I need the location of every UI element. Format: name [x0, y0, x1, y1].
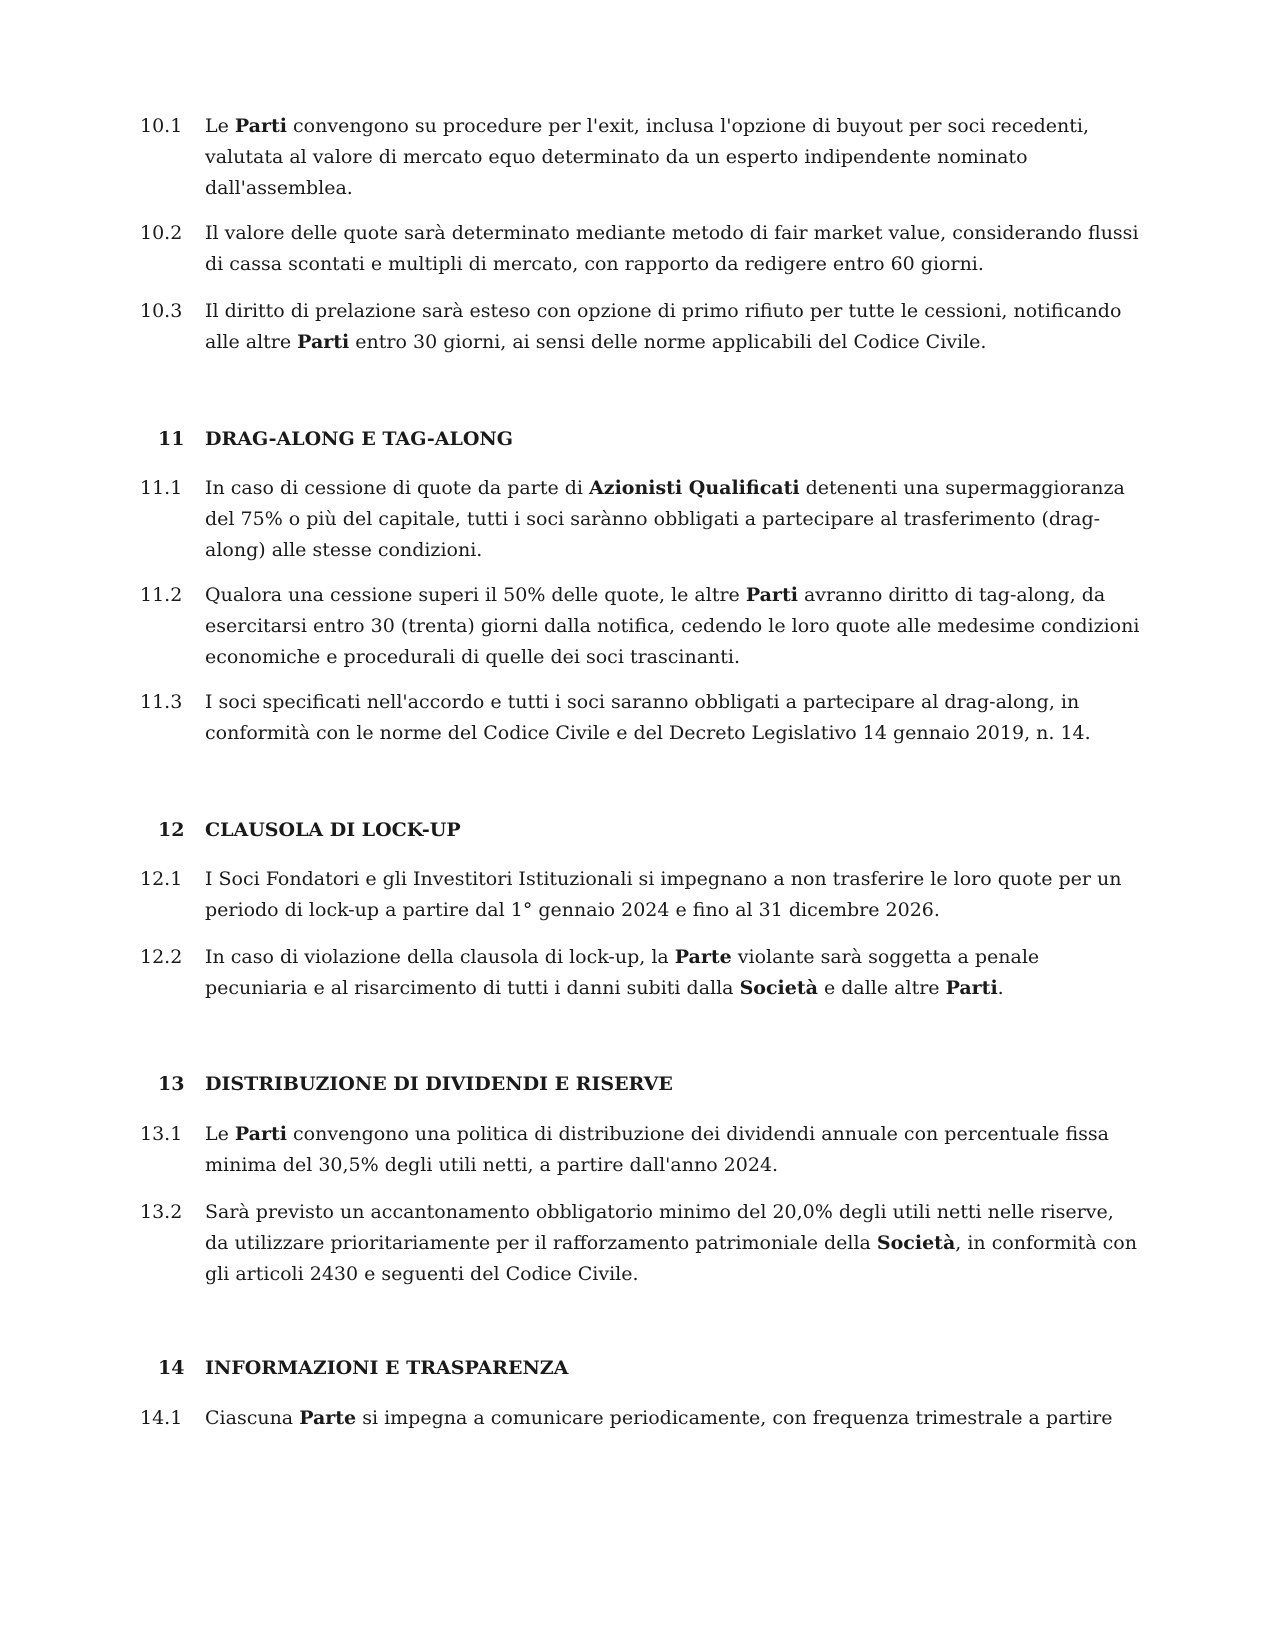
- text-run: detenenti una supermaggioranza del 75% o più del capitale, tutti i soci sarànno obbligati a partecipare al trasferimento (drag-along) alle stesse condizioni.: [205, 477, 1125, 561]
- text-run: convengono una politica di distribuzione dei dividendi annuale con percentuale fissa minima del 30,5% degli utili netti, a partire dall'anno 2024.: [205, 1123, 1109, 1176]
- defined-term: Parti: [234, 115, 287, 137]
- clause-text: [205, 1403, 1140, 1434]
- section-title: [205, 424, 1140, 455]
- clause-paragraph: [140, 111, 1140, 204]
- clause-number: 11.1: [140, 477, 183, 499]
- clause-number: 13.2: [140, 1201, 183, 1223]
- text-run: e dalle altre: [817, 977, 946, 999]
- section-title: [205, 1353, 1140, 1384]
- section-heading: [140, 1353, 1140, 1384]
- clause-text: [205, 473, 1140, 566]
- clause-paragraph: [140, 864, 1140, 926]
- defined-term: Parte: [674, 946, 732, 968]
- text-run: Sarà previsto un accantonamento obbligatorio minimo del 20,0% degli utili netti nelle riserve, da utilizzare prioritariamente per il rafforzamento patrimoniale della: [205, 1201, 1114, 1254]
- defined-term: Parti: [745, 584, 798, 606]
- text-run: avranno diritto di tag-along, da esercitarsi entro 30 (trenta) giorni dalla notifica, cedendo le loro quote alle medesime condizioni economiche e procedurali di quelle dei soci trascinanti.: [205, 584, 1140, 668]
- text-run: Il valore delle quote sarà determinato mediante metodo di fair market value, considerando flussi di cassa scontati e multipli di mercato, con rapporto da redigere entro 60 giorni.: [205, 222, 1139, 275]
- clause-number: 14.1: [140, 1407, 183, 1429]
- clause-text: [205, 942, 1140, 1004]
- text-run: convengono su procedure per l'exit, inclusa l'opzione di buyout per soci recedenti, valutata al valore di mercato equo determinato da un esperto indipendente nominato dall'assemblea.: [205, 115, 1090, 199]
- text-run: In caso di cessione di quote da parte di: [205, 477, 590, 499]
- clause-number: 12.1: [140, 868, 183, 890]
- defined-term: Società: [739, 977, 818, 999]
- clause-text: [205, 687, 1140, 749]
- text-run: Le: [205, 1123, 235, 1145]
- defined-term: Parti: [945, 977, 998, 999]
- clause-number: 10.2: [140, 222, 183, 244]
- defined-term: Parti: [297, 331, 350, 353]
- text-run: DISTRIBUZIONE DI DIVIDENDI E RISERVE: [205, 1073, 673, 1095]
- text-run: DRAG-ALONG E TAG-ALONG: [205, 428, 513, 450]
- clause-text: [205, 864, 1140, 926]
- text-run: Qualora una cessione superi il 50% delle quote, le altre: [205, 584, 746, 606]
- clause-text: [205, 296, 1140, 358]
- text-run: si impegna a comunicare periodicamente, con frequenza trimestrale a partire: [356, 1407, 1113, 1429]
- clause-text: [205, 218, 1140, 280]
- clause-text: [205, 1119, 1140, 1181]
- defined-term: Società: [876, 1232, 956, 1254]
- clause-paragraph: [140, 473, 1140, 566]
- section-heading: [140, 815, 1140, 846]
- clause-paragraph: [140, 687, 1140, 749]
- defined-term: Parti: [234, 1123, 287, 1145]
- section-title: [205, 815, 1140, 846]
- clause-paragraph: [140, 1403, 1140, 1434]
- clause-number: 11.3: [140, 691, 183, 713]
- text-run: In caso di violazione della clausola di lock-up, la: [205, 946, 675, 968]
- clause-paragraph: [140, 218, 1140, 280]
- text-run: INFORMAZIONI E TRASPARENZA: [205, 1357, 569, 1379]
- clause-text: [205, 1197, 1140, 1290]
- clause-number: 13.1: [140, 1123, 183, 1145]
- text-run: I Soci Fondatori e gli Investitori Istituzionali si impegnano a non trasferire le loro quote per un periodo di lock-up a partire dal 1° gennaio 2024 e fino al 31 dicembre 2026.: [205, 868, 1122, 921]
- text-run: Ciascuna: [205, 1407, 300, 1429]
- text-run: , in conformità con gli articoli 2430 e seguenti del Codice Civile.: [205, 1232, 1137, 1285]
- clause-paragraph: [140, 1119, 1140, 1181]
- text-run: .: [997, 977, 1004, 999]
- text-run: entro 30 giorni, ai sensi delle norme applicabili del Codice Civile.: [349, 331, 987, 353]
- clause-number: 10.1: [140, 115, 183, 137]
- clause-number: 10.3: [140, 300, 183, 322]
- clause-paragraph: [140, 296, 1140, 358]
- clause-paragraph: [140, 942, 1140, 1004]
- section-number: 11: [158, 428, 185, 450]
- defined-term: Parte: [299, 1407, 357, 1429]
- section-heading: [140, 424, 1140, 455]
- text-run: Le: [205, 115, 235, 137]
- section-title: [205, 1069, 1140, 1100]
- text-run: I soci specificati nell'accordo e tutti i soci saranno obbligati a partecipare al drag-along, in conformità con le norme del Codice Civile e del Decreto Legislativo 14 gennaio 2019, n. 14.: [205, 691, 1091, 744]
- clause-paragraph: [140, 580, 1140, 673]
- text-run: violante sarà soggetta a penale pecuniaria e al risarcimento di tutti i danni subiti dalla: [205, 946, 1040, 999]
- clause-paragraph: [140, 1197, 1140, 1290]
- section-number: 13: [158, 1073, 185, 1095]
- text-run: CLAUSOLA DI LOCK-UP: [205, 819, 461, 841]
- section-number: 14: [158, 1357, 185, 1379]
- clause-number: 11.2: [140, 584, 183, 606]
- text-run: Il diritto di prelazione sarà esteso con opzione di primo rifiuto per tutte le cessioni, notificando alle altre: [205, 300, 1122, 353]
- section-heading: [140, 1069, 1140, 1100]
- clause-text: [205, 580, 1140, 673]
- clause-text: [205, 111, 1140, 204]
- clause-number: 12.2: [140, 946, 183, 968]
- section-number: 12: [158, 819, 185, 841]
- defined-term: Azionisti Qualificati: [589, 477, 800, 499]
